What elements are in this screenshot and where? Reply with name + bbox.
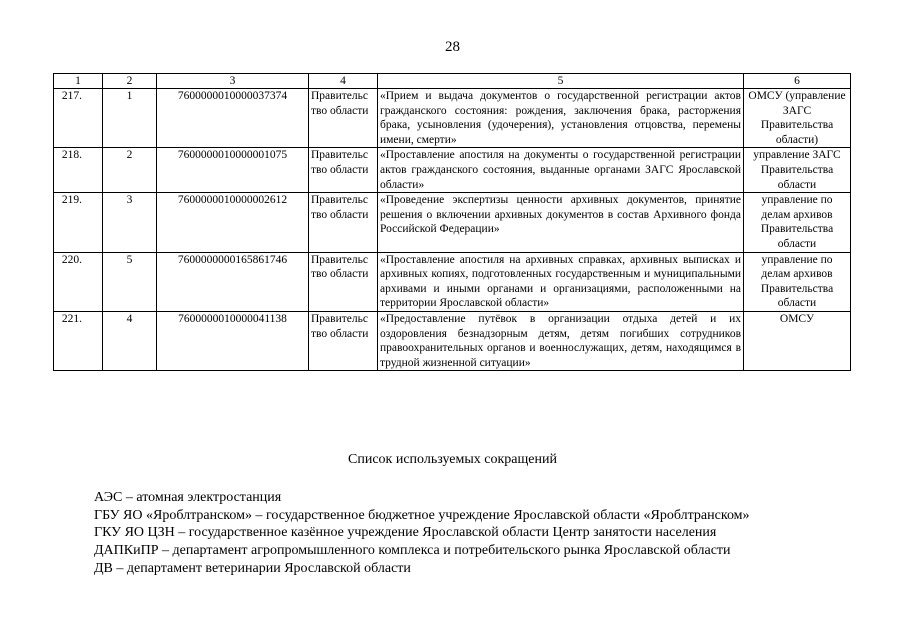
row-number: 217. <box>54 89 103 148</box>
column-header: 4 <box>309 74 378 89</box>
row-index: 2 <box>103 148 157 193</box>
table-header-row <box>54 74 851 89</box>
abbreviation-item: ДАПКиПР – департамент агропромышленного комплекса и потребительского рынка Ярославской области <box>94 543 731 559</box>
department: Правительс тво области <box>309 89 378 148</box>
service-code: 7600000010000001075 <box>157 148 309 193</box>
service-code: 7600000000165861746 <box>157 252 309 311</box>
service-name: «Проставление апостиля на документы о государственной регистрации актов гражданского состояния, выданные органами ЗАГС Ярославской области» <box>378 148 744 193</box>
row-index: 1 <box>103 89 157 148</box>
service-code: 7600000010000041138 <box>157 311 309 370</box>
service-name: «Предоставление путёвок в организации отдыха детей и их оздоровления безнадзорным детям, детям погибших сотрудников правоохранительных органов и военнослужащих, детям, находящимся в трудной жизненной ситуации» <box>378 311 744 370</box>
row-number: 219. <box>54 193 103 252</box>
executor: управление ЗАГС Правительства области <box>744 148 851 193</box>
table-row <box>54 148 851 193</box>
service-name: «Проставление апостиля на архивных справках, архивных выписках и архивных копиях, подготовленных государственным и муниципальными архивами и иными органами и организациями, расположенными на территории Ярославской области» <box>378 252 744 311</box>
row-number: 218. <box>54 148 103 193</box>
department: Правительс тво области <box>309 193 378 252</box>
column-header: 5 <box>378 74 744 89</box>
service-code: 7600000010000037374 <box>157 89 309 148</box>
abbreviation-item: ДВ – департамент ветеринарии Ярославской области <box>94 560 411 576</box>
row-index: 5 <box>103 252 157 311</box>
page-number: 28 <box>445 39 460 55</box>
abbreviation-item: ГБУ ЯО «Яроблтранском» – государственное бюджетное учреждение Ярославской области «Яроблтранском» <box>94 507 750 523</box>
executor: управление по делам архивов Правительства области <box>744 252 851 311</box>
row-number: 220. <box>54 252 103 311</box>
executor: ОМСУ (управление ЗАГС Правительства области) <box>744 89 851 148</box>
executor: ОМСУ <box>744 311 851 370</box>
abbreviation-item: ГКУ ЯО ЦЗН – государственное казённое учреждение Ярославской области Центр занятости населения <box>94 525 717 541</box>
abbreviations-title: Список используемых сокращений <box>348 452 557 467</box>
services-table <box>53 73 851 371</box>
table-row <box>54 311 851 370</box>
table-row <box>54 193 851 252</box>
row-index: 3 <box>103 193 157 252</box>
row-number: 221. <box>54 311 103 370</box>
department: Правительс тво области <box>309 252 378 311</box>
abbreviation-item: АЭС – атомная электростанция <box>94 490 282 505</box>
executor: управление по делам архивов Правительства области <box>744 193 851 252</box>
service-name: «Проведение экспертизы ценности архивных документов, принятие решения о включении архивных документов в состав Архивного фонда Российской Федерации» <box>378 193 744 252</box>
table-row <box>54 89 851 148</box>
column-header: 6 <box>744 74 851 89</box>
department: Правительс тво области <box>309 148 378 193</box>
row-index: 4 <box>103 311 157 370</box>
column-header: 3 <box>157 74 309 89</box>
table-row <box>54 252 851 311</box>
service-name: «Прием и выдача документов о государственной регистрации актов гражданского состояния: рождения, заключения брака, расторжения брака, усыновления (удочерения), установления отцовства, перемены имени, смерти» <box>378 89 744 148</box>
column-header: 2 <box>103 74 157 89</box>
service-code: 7600000010000002612 <box>157 193 309 252</box>
column-header: 1 <box>54 74 103 89</box>
abbreviations-list <box>94 489 750 578</box>
department: Правительс тво области <box>309 311 378 370</box>
